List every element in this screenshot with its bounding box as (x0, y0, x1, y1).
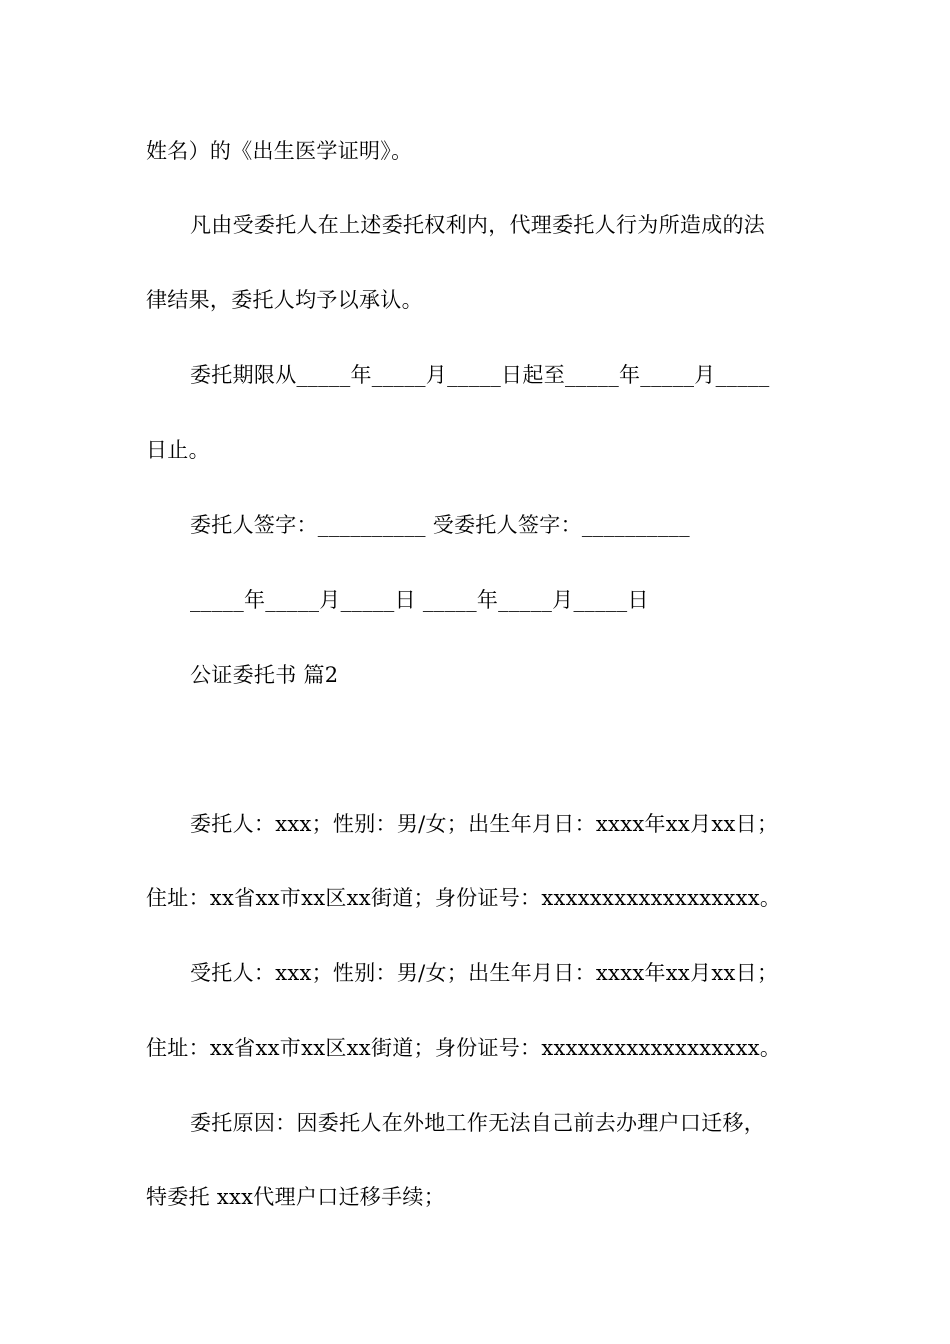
reason-line: 特委托 xxx代理户口迁移手续； (146, 1185, 446, 1209)
paragraph-line: 凡由受委托人在上述委托权利内，代理委托人行为所造成的法 (190, 213, 766, 237)
reason-line: 委托原因：因委托人在外地工作无法自己前去办理户口迁移， (190, 1111, 766, 1135)
section-title: 公证委托书 篇2 (190, 663, 339, 687)
term-period-line: 委托期限从_____年_____月_____日起至_____年_____月_____ (190, 363, 770, 387)
paragraph-line: 律结果，委托人均予以承认。 (146, 288, 423, 312)
agent-address-line: 住址：xx省xx市xx区xx街道；身份证号：xxxxxxxxxxxxxxxxxx。 (146, 1036, 782, 1060)
principal-address-line: 住址：xx省xx市xx区xx街道；身份证号：xxxxxxxxxxxxxxxxxx。 (146, 886, 782, 910)
paragraph-line: 姓名）的《出生医学证明》。 (146, 139, 413, 163)
signature-line: 委托人签字：__________ 受委托人签字：__________ (190, 513, 690, 537)
principal-info-line: 委托人：xxx；性别：男/女；出生年月日：xxxx年xx月xx日； (190, 812, 779, 836)
paragraph-line: 日止。 (146, 438, 210, 462)
agent-info-line: 受托人：xxx；性别：男/女；出生年月日：xxxx年xx月xx日； (190, 961, 779, 985)
signature-date-line: _____年_____月_____日 _____年_____月_____日 (190, 588, 649, 612)
